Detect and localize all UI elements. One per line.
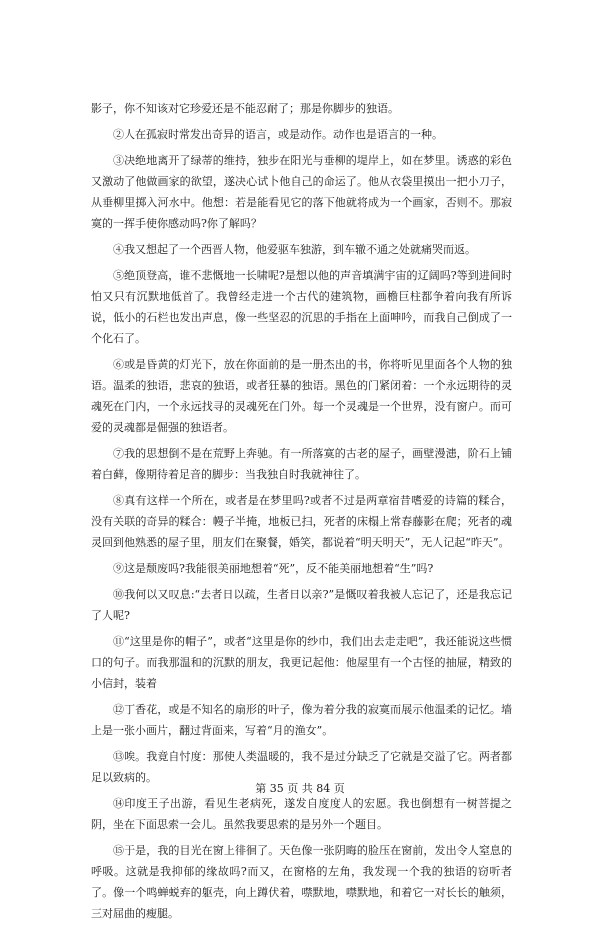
paragraph-2: ②人在孤寂时常发出奇异的语言，或是动作。动作也是语言的一种。: [113, 128, 443, 141]
paragraph-9: ⑨这是颓废吗?我能很美丽地想着“死”，反不能美丽地想着“生”吗?: [113, 562, 434, 575]
paragraph-13: ⑬唉。我竟自忖度：那使人类温暖的，我不是过分缺乏了它就是交溢了它。两者都足以致病的。: [91, 750, 512, 784]
paragraph-4: ④我又想起了一个西晋人物，他爱驱车独游，到车辙不通之处就痛哭而返。: [113, 243, 476, 256]
essay-text: [91, 98, 512, 929]
paragraph-7: ⑦我的思想倒不是在荒野上奔驰。有一所落寞的古老的屋子，画壁漫漶，阶石上铺着白藓，像期待着足音的脚步：当我独自时我就神往了。: [91, 447, 512, 481]
page-number-footer: 第 35 页 共 84 页: [255, 782, 345, 795]
paragraph-15: ⑮于是，我的目光在窗上徘徊了。天色像一张阴晦的脸压在窗前，发出令人窒息的呼吸。这就是我抑郁的缘故吗?而又，在窗格的左角，我发现一个我的独语的窃听者了。像一个鸣蝉蜕弃的躯壳，向上蹲伏着，噤默地，噤默地，和着它一对长长的触须，三对屈曲的瘦腿。: [91, 844, 512, 920]
paragraph-12: ⑫丁香花，或是不知名的扇形的叶子，像为着分我的寂寞而展示他温柔的记忆。墙上是一张小画片，翻过背面来，写着“月的渔女”。: [91, 703, 512, 737]
paragraph-10: ⑩我何以又叹息:“去者日以疏，生者日以亲?”是慨叹着我被人忘记了，还是我忘记了人呢?: [91, 588, 512, 622]
paragraph-6: ⑥或是昏黄的灯光下，放在你面前的是一册杰出的书，你将听见里面各个人物的独语。温柔的独语，悲哀的独语，或者狂暴的独语。黑色的门紧闭着：一个永远期待的灵魂死在门内，一个永远找寻的灵魂死在门外。每一个灵魂是一个世界，没有窗户。而可爱的灵魂都是倔强的独语者。: [91, 358, 512, 434]
paragraph-14: ⑭印度王子出游，看见生老病死，遂发自度度人的宏愿。我也倒想有一树菩提之阴，坐在下面思索一会儿。虽然我要思索的是另外一个题目。: [91, 797, 512, 831]
paragraph-continuation: 影子，你不知该对它珍爱还是不能忍耐了；那是你脚步的独语。: [91, 102, 399, 115]
paragraph-5: ⑤绝顶登高，谁不悲慨地一长啸呢?是想以他的声音填满宇宙的辽阔吗?等到进间时怕又只有沉默地低首了。我曾经走进一个古代的建筑物，画檐巨柱都争着向我有所诉说，低小的石栏也发出声息，像一些坚忍的沉思的手指在上面呻吟，而我自己倒成了一个化石了。: [91, 269, 512, 345]
paragraph-3: ③决绝地离开了绿蒂的维持，独步在阳光与垂柳的堤岸上，如在梦里。诱惑的彩色又激动了他做画家的欲望，遂决心试卜他自己的命运了。他从衣袋里摸出一把小刀子，从垂柳里掷入河水中。他想：若是能看见它的落下他就将成为一个画家，否则不。那寂寞的一挥手使你感动吗?你了解吗？: [91, 154, 512, 230]
paragraph-11: ⑪“这里是你的帽子”，或者“这里是你的纱巾，我们出去走走吧”，我还能说这些惯口的句子。而我那温和的沉默的朋友，我更记起他：他屋里有一个古怪的抽屉，精致的小信封，装着: [91, 635, 512, 690]
paragraph-8: ⑧真有这样一个所在，或者是在梦里吗?或者不过是两章宿昔嗜爱的诗篇的糅合，没有关联的奇异的糅合：幔子半掩，地板已扫，死者的床榻上常春藤影在爬；死者的魂灵回到他熟悉的屋子里，朋友们在聚餐，婚笑，都说着“明天明天”，无人记起“昨天”。: [91, 494, 512, 549]
